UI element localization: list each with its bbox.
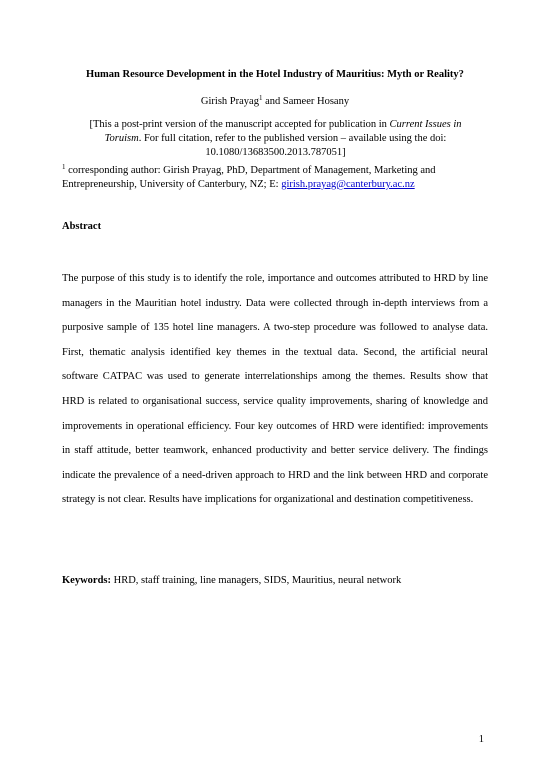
abstract-body: The purpose of this study is to identify the role, importance and outcomes attributed to HRD by line managers in the Mauritian hotel industry. Data were collected through in-depth interviews from a purposive sample of 135 hotel line managers. A two-step procedure was followed to analyse data. First, thematic analysis identified key themes in the textual data. Second, the artificial neural software CATPAC was used to generate interrelationships among the themes. Results show that HRD is related to organisational success, service quality improvements, sharing of knowledge and improvements in operational efficiency. Four key outcomes of HRD were identified: improvements in staff attitude, better teamwork, enhanced productivity and better service delivery. The findings indicate the prevalence of a need-driven approach to HRD and the link between HRD and corporate strategy is not clear. Results have implications for organizational and destination competitiveness. <box>62 273 488 506</box>
keywords-text: HRD, staff training, line managers, SIDS, Mauritius, neural network <box>111 575 402 586</box>
author-second: and Sameer Hosany <box>262 96 350 107</box>
post-print-note <box>78 118 473 160</box>
keywords-line <box>62 574 401 588</box>
paper-title: Human Resource Development in the Hotel Industry of Mauritius: Myth or Reality? <box>86 69 464 80</box>
footnote-text: corresponding author: Girish Prayag, PhD, Department of Management, Marketing and Entrepreneurship, University of Canterbury, NZ; E: <box>62 165 436 190</box>
note-citation: . For full citation, refer to the published version – available using the doi: 10.1080/13683500.2013.787051] <box>138 133 447 158</box>
page-number: 1 <box>478 734 484 745</box>
author-footnote-marker: 1 <box>258 94 263 102</box>
footnote-marker: 1 <box>62 163 66 171</box>
journal-name: Current Issues in Toruism <box>104 119 462 144</box>
keywords-label: Keywords: <box>62 575 111 586</box>
corresponding-author-footnote <box>62 164 488 192</box>
author-first: Girish Prayag <box>200 96 259 107</box>
abstract-heading: Abstract <box>62 221 102 232</box>
author-line <box>60 95 490 109</box>
note-intro: [This a post-print version of the manuscript accepted for publication in <box>89 119 390 130</box>
author-email-link[interactable]: girish.prayag@canterbury.ac.nz <box>281 179 415 190</box>
